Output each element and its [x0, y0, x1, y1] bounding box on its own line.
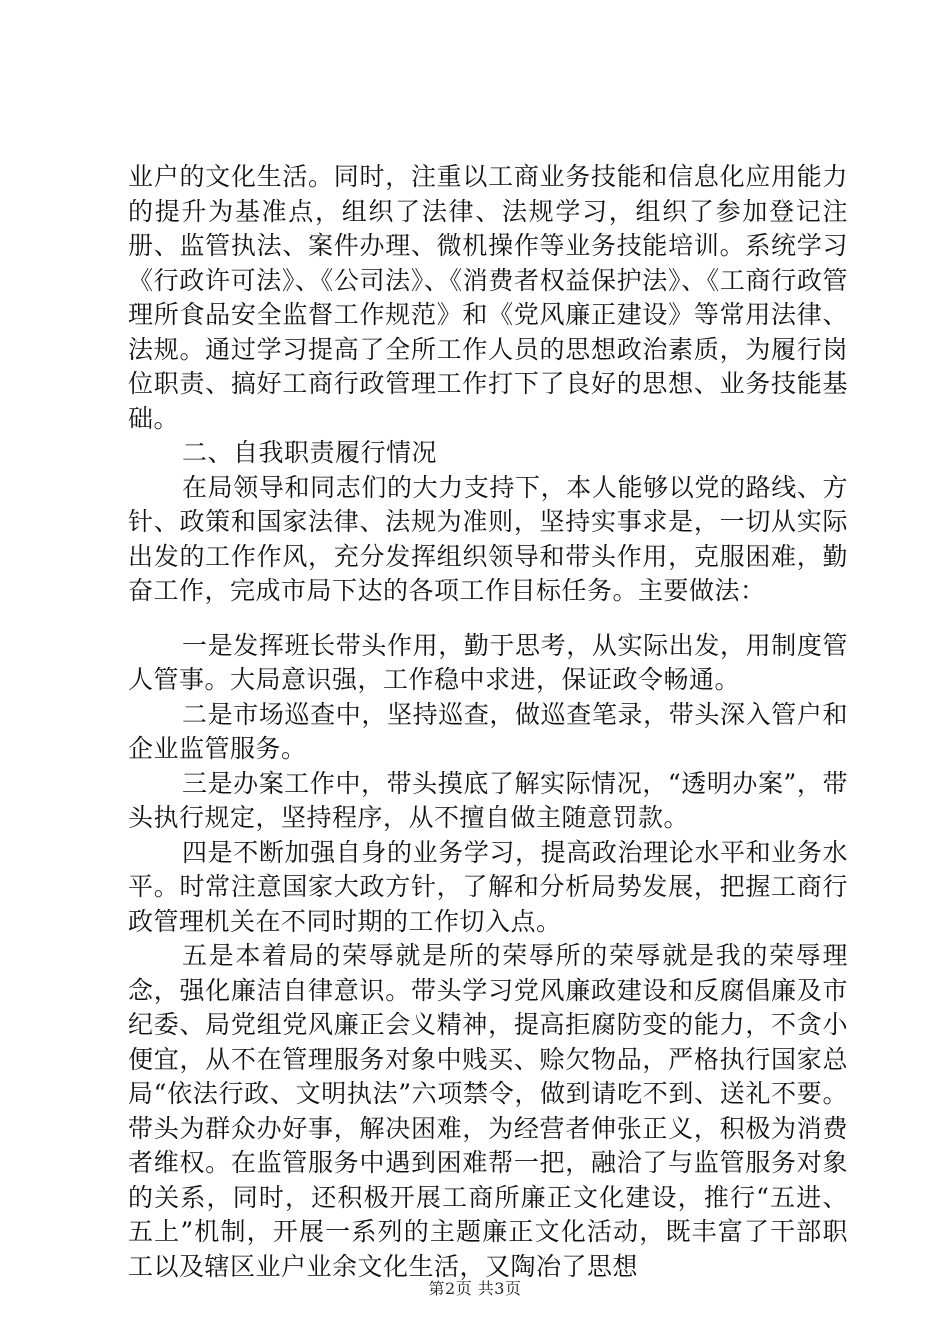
document-body — [128, 160, 848, 1284]
paragraph-item-3: 三是办案工作中，带头摸底了解实际情况，“透明办案”，带头执行规定，坚持程序，从不擅自做主随意罚款。 — [128, 768, 848, 832]
paragraph-item-2: 二是市场巡查中，坚持巡查，做巡查笔录，带头深入管户和企业监管服务。 — [128, 699, 848, 763]
paragraph-intro: 在局领导和同志们的大力支持下，本人能够以党的路线、方针、政策和国家法律、法规为准则，坚持实事求是，一切从实际出发的工作作风，充分发挥组织领导和带头作用，克服困难，勤奋工作，完成市局下达的各项工作目标任务。主要做法： — [128, 472, 848, 605]
paragraph-item-5: 五是本着局的荣辱就是所的荣辱所的荣辱就是我的荣辱理念，强化廉洁自律意识。带头学习党风廉政建设和反腐倡廉及市纪委、局党组党风廉正会义精神，提高拒腐防变的能力，不贪小便宜，从不在管理服务对象中贱买、赊欠物品，严格执行国家总局“依法行政、文明执法”六项禁令，做到请吃不到、送礼不要。带头为群众办好事，解决困难，为经营者伸张正义，积极为消费者维权。在监管服务中遇到困难帮一把，融洽了与监管服务对象的关系，同时，还积极开展工商所廉正文化建设，推行“五进、五上”机制，开展一系列的主题廉正文化活动，既丰富了干部职工以及辖区业户业余文化生活，又陶冶了思想 — [128, 941, 848, 1281]
paragraph-continuation: 业户的文化生活。同时，注重以工商业务技能和信息化应用能力的提升为基准点，组织了法律、法规学习，组织了参加登记注册、监管执法、案件办理、微机操作等业务技能培训。系统学习《行政许可法》、《公司法》、《消费者权益保护法》、《工商行政管理所食品安全监督工作规范》和《党风廉正建设》等常用法律、法规。通过学习提高了全所工作人员的思想政治素质，为履行岗位职责、搞好工商行政管理工作打下了良好的思想、业务技能基础。 — [128, 162, 848, 433]
paragraph-item-4: 四是不断加强自身的业务学习，提高政治理论水平和业务水平。时常注意国家大政方针，了解和分析局势发展，把握工商行政管理机关在不同时期的工作切入点。 — [128, 837, 848, 936]
page-number-footer: 第2页 共3页 — [428, 1279, 522, 1298]
section-heading: 二、自我职责履行情况 — [182, 438, 438, 467]
paragraph-spacer — [128, 609, 848, 629]
paragraph-item-1: 一是发挥班长带头作用，勤于思考，从实际出发，用制度管人管事。大局意识强，工作稳中求进，保证政令畅通。 — [128, 630, 848, 694]
